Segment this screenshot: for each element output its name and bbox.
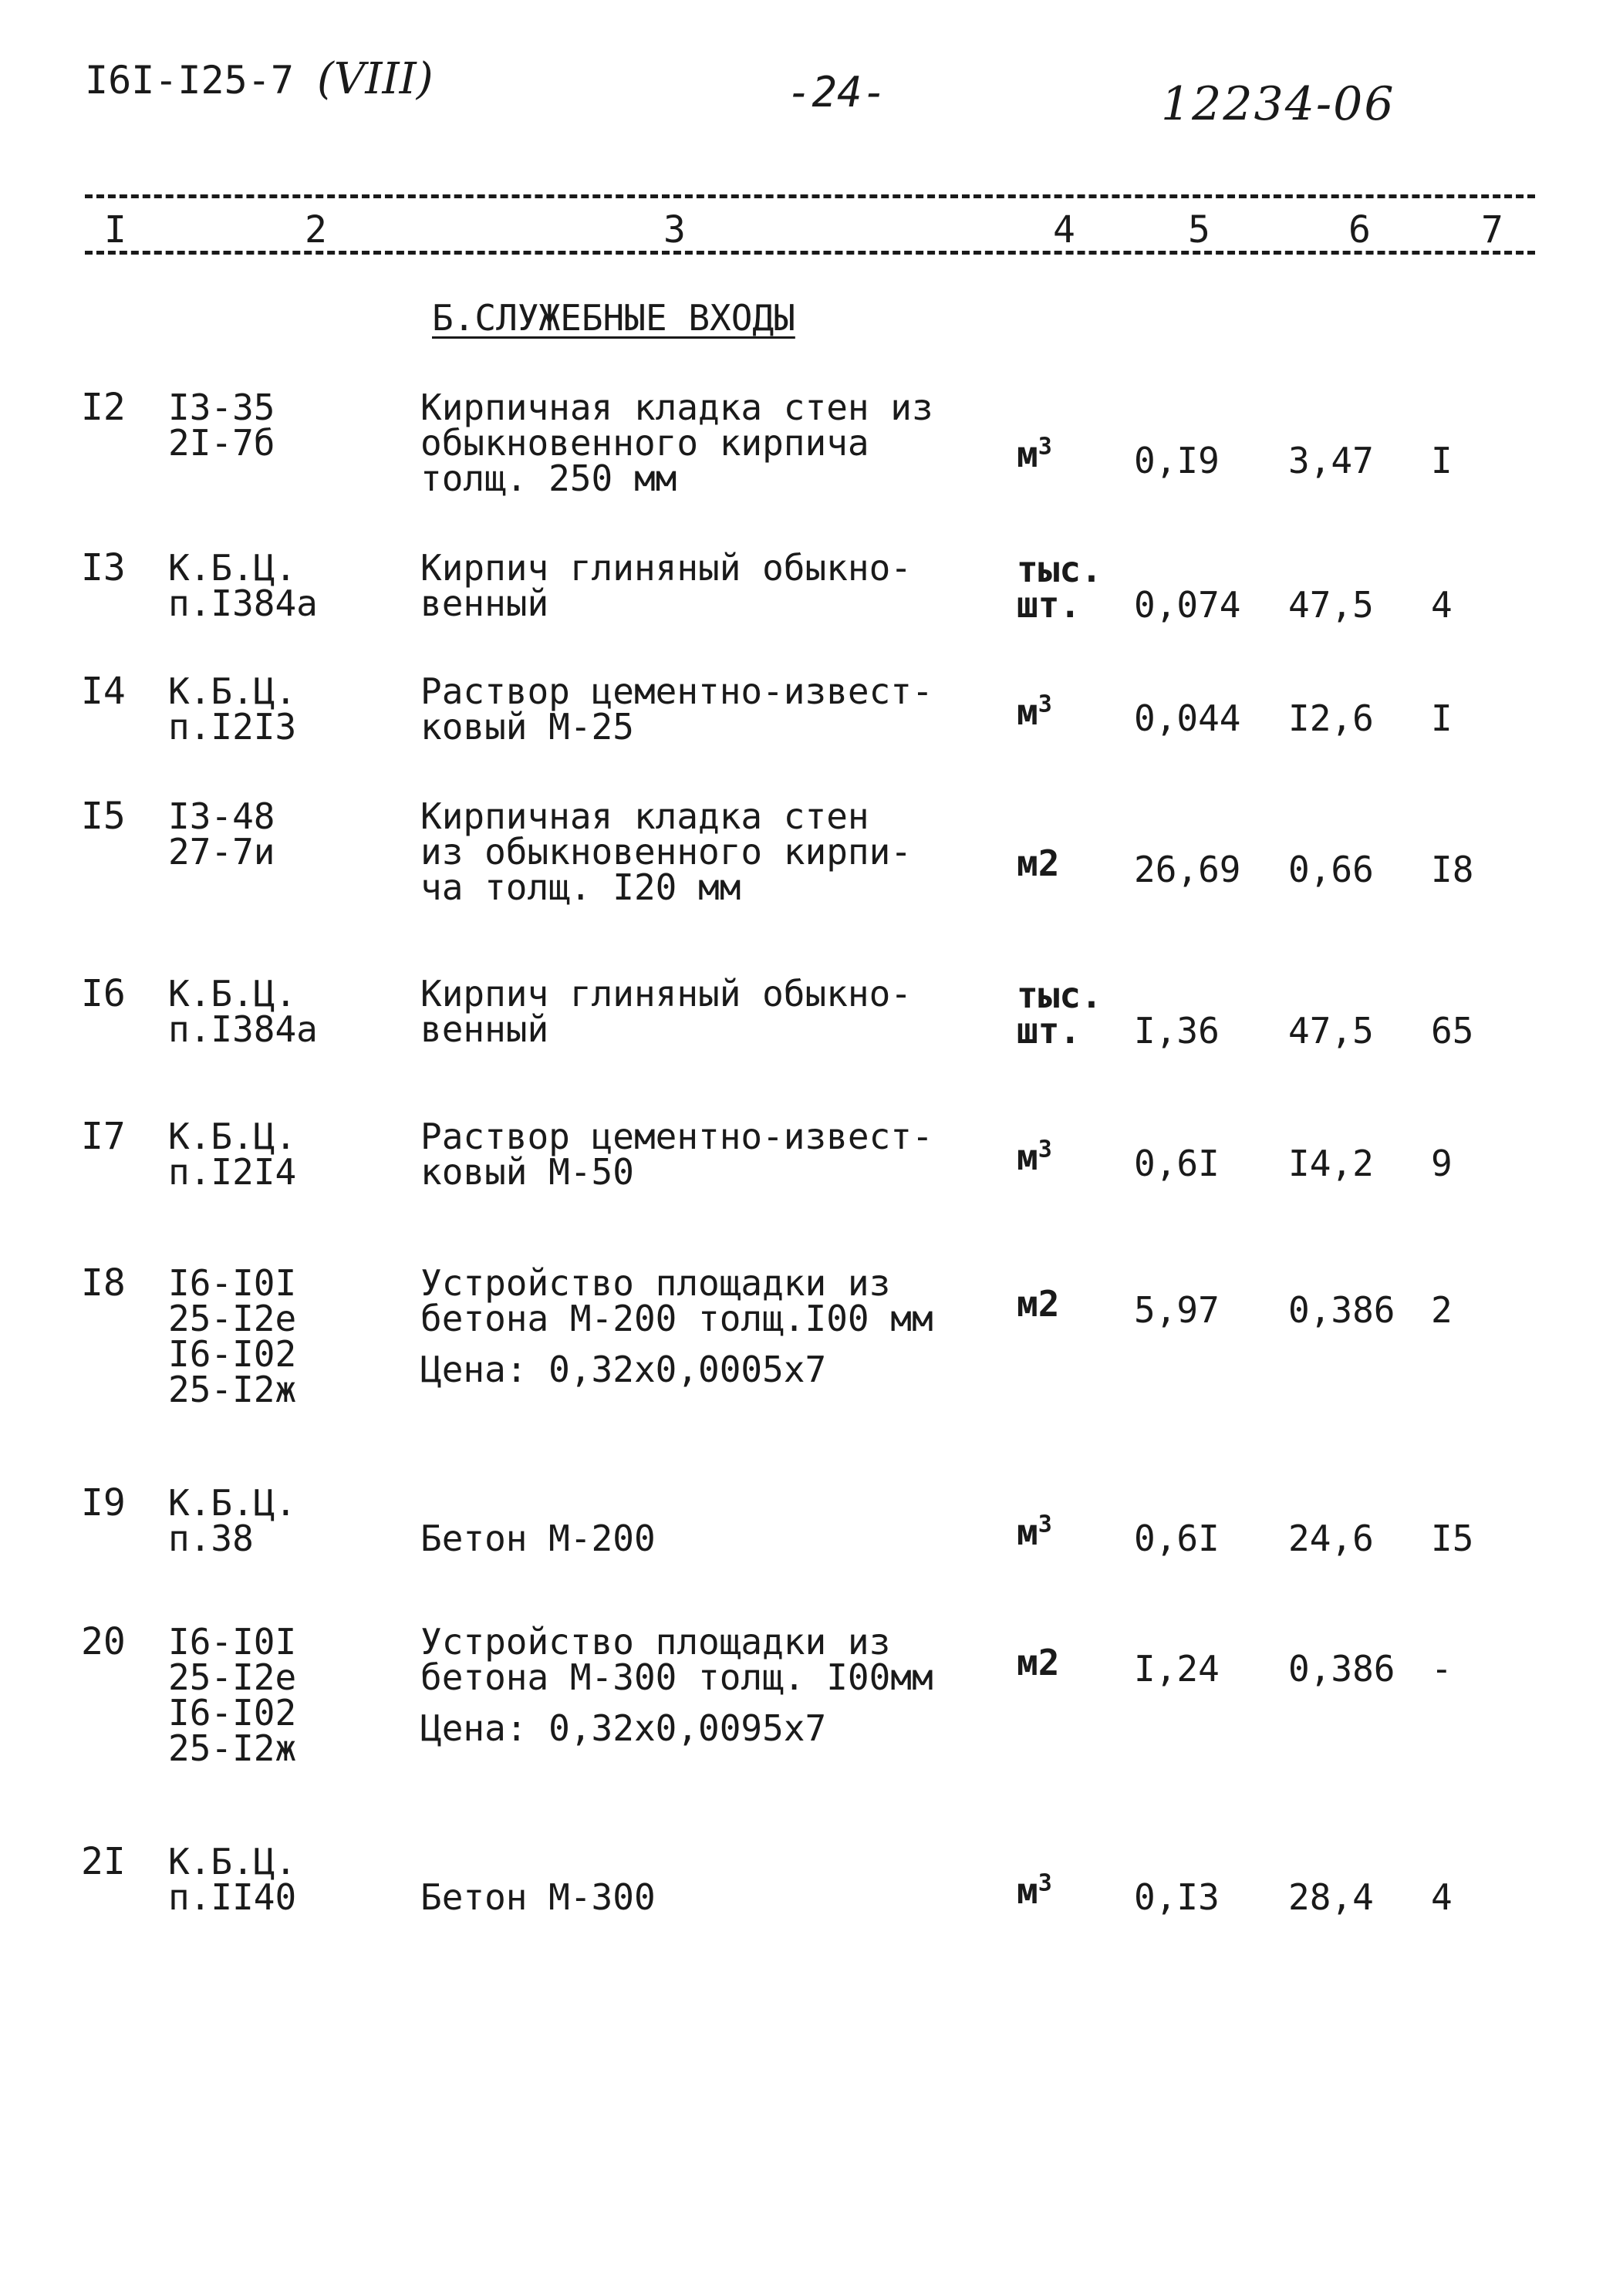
- row-code: К.Б.Ц. п.I384а: [168, 973, 318, 1050]
- row-quantity: 0,I9: [1134, 440, 1220, 481]
- row-price-note: Цена: 0,32х0,0095х7: [420, 1707, 827, 1749]
- row-unit-text: м: [1017, 690, 1038, 733]
- row-description: Бетон М-200: [420, 1518, 656, 1559]
- row-unit-superscript: 3: [1038, 690, 1052, 718]
- document-code: [85, 54, 434, 104]
- row-code: I3-35 2I-7б: [168, 387, 275, 464]
- row-unit-text: м: [1017, 434, 1038, 475]
- row-description: Устройство площадки из бетона М-300 толщ. I00мм: [420, 1621, 933, 1698]
- document-code-text: I6I-I25-7: [85, 58, 294, 103]
- row-code: К.Б.Ц. п.38: [168, 1482, 297, 1559]
- row-code: К.Б.Ц. п.I2I3: [168, 670, 297, 748]
- row-unit-price: 47,5: [1288, 583, 1374, 626]
- row-unit-text: тыс.: [1017, 548, 1102, 590]
- row-description: Кирпичная кладка стен из обыкновенного кирпи- ча толщ. I20 мм: [420, 795, 912, 908]
- row-unit-text-2: шт.: [1017, 1009, 1082, 1052]
- document-code-note: (VIII): [317, 54, 434, 104]
- row-total: 9: [1431, 1142, 1453, 1184]
- row-description: Раствор цементно-извест- ковый М-50: [420, 1116, 933, 1193]
- row-unit: [1017, 1641, 1060, 1683]
- row-unit-price: 0,66: [1288, 849, 1374, 890]
- row-unit: [1017, 690, 1052, 733]
- row-unit-text: м: [1017, 1136, 1038, 1178]
- row-code: К.Б.Ц. п.I2I4: [168, 1116, 297, 1193]
- row-number: I2: [81, 386, 126, 429]
- page-number: -24-: [787, 68, 888, 116]
- row-unit-price: 0,386: [1288, 1288, 1395, 1331]
- row-code: К.Б.Ц. п.I384а: [168, 547, 318, 624]
- column-header-7: 7: [1481, 208, 1503, 252]
- row-description: Кирпич глиняный обыкно- венный: [420, 547, 912, 624]
- row-total: I: [1431, 697, 1453, 739]
- row-unit-superscript: 3: [1038, 433, 1052, 461]
- column-header-5: 5: [1188, 208, 1210, 252]
- row-price-note: Цена: 0,32х0,0005х7: [420, 1349, 827, 1390]
- row-description: Бетон М-300: [420, 1876, 656, 1918]
- row-unit-text: м2: [1017, 842, 1060, 884]
- row-number: 2I: [81, 1840, 126, 1883]
- row-total: 4: [1431, 583, 1453, 626]
- row-quantity: 0,074: [1134, 583, 1241, 626]
- row-code: К.Б.Ц. п.II40: [168, 1841, 297, 1918]
- row-unit: [1017, 1136, 1052, 1178]
- row-code: I6-I0I 25-I2е I6-I02 25-I2ж: [168, 1621, 297, 1769]
- row-total: -: [1431, 1647, 1453, 1690]
- row-total: 4: [1431, 1876, 1453, 1918]
- row-unit-price: 28,4: [1288, 1876, 1374, 1918]
- row-total: 65: [1431, 1009, 1474, 1052]
- row-unit-price: 3,47: [1288, 440, 1374, 481]
- row-unit: [1017, 1282, 1060, 1325]
- column-header-1: I: [104, 208, 127, 252]
- row-unit: [1017, 974, 1102, 1052]
- row-number: I7: [81, 1115, 126, 1158]
- table-header-rule: [85, 251, 1535, 255]
- row-quantity: I,24: [1134, 1647, 1220, 1690]
- table-top-rule: [85, 194, 1535, 198]
- row-quantity: 0,6I: [1134, 1142, 1220, 1184]
- row-total: I: [1431, 440, 1453, 481]
- row-code: I3-48 27-7и: [168, 795, 275, 873]
- row-total: I5: [1431, 1518, 1474, 1559]
- row-number: I4: [81, 670, 126, 713]
- row-unit-price: I2,6: [1288, 697, 1374, 739]
- column-header-2: 2: [305, 208, 327, 252]
- row-unit-superscript: 3: [1038, 1511, 1052, 1538]
- row-quantity: I,36: [1134, 1009, 1220, 1052]
- row-unit: [1017, 1511, 1052, 1553]
- row-unit-text: м: [1017, 1511, 1038, 1553]
- row-unit-superscript: 3: [1038, 1136, 1052, 1163]
- row-total: 2: [1431, 1288, 1453, 1331]
- row-unit: [1017, 433, 1052, 475]
- row-quantity: 26,69: [1134, 849, 1241, 890]
- row-quantity: 0,I3: [1134, 1876, 1220, 1918]
- row-unit-text: м: [1017, 1870, 1038, 1912]
- row-code: I6-I0I 25-I2е I6-I02 25-I2ж: [168, 1262, 297, 1410]
- row-unit-text: м2: [1017, 1282, 1060, 1325]
- row-unit: [1017, 548, 1102, 626]
- row-description: Раствор цементно-извест- ковый М-25: [420, 670, 933, 748]
- row-number: I9: [81, 1481, 126, 1524]
- row-unit-price: 47,5: [1288, 1009, 1374, 1052]
- row-unit-price: 0,386: [1288, 1647, 1395, 1690]
- row-unit-text: тыс.: [1017, 974, 1102, 1016]
- row-number: 20: [81, 1620, 126, 1663]
- row-unit-text: м2: [1017, 1641, 1060, 1683]
- row-number: I3: [81, 546, 126, 589]
- inventory-number: 12234-06: [1161, 77, 1395, 131]
- row-quantity: 5,97: [1134, 1288, 1220, 1331]
- row-total: I8: [1431, 849, 1474, 890]
- section-title: Б.СЛУЖЕБНЫЕ ВХОДЫ: [432, 297, 795, 339]
- row-unit-text-2: шт.: [1017, 583, 1082, 626]
- row-unit-price: 24,6: [1288, 1518, 1374, 1559]
- row-unit: [1017, 1869, 1052, 1912]
- column-header-3: 3: [663, 208, 686, 252]
- row-number: I8: [81, 1261, 126, 1305]
- column-header-6: 6: [1348, 208, 1371, 252]
- row-number: I5: [81, 795, 126, 838]
- row-unit: [1017, 842, 1060, 884]
- row-description: Устройство площадки из бетона М-200 толщ.I00 мм: [420, 1262, 933, 1339]
- row-number: I6: [81, 972, 126, 1015]
- column-header-4: 4: [1053, 208, 1075, 252]
- row-unit-price: I4,2: [1288, 1142, 1374, 1184]
- row-description: Кирпич глиняный обыкно- венный: [420, 973, 912, 1050]
- row-description: Кирпичная кладка стен из обыкновенного кирпича толщ. 250 мм: [420, 387, 933, 499]
- row-unit-superscript: 3: [1038, 1869, 1052, 1897]
- row-quantity: 0,044: [1134, 697, 1241, 739]
- row-quantity: 0,6I: [1134, 1518, 1220, 1559]
